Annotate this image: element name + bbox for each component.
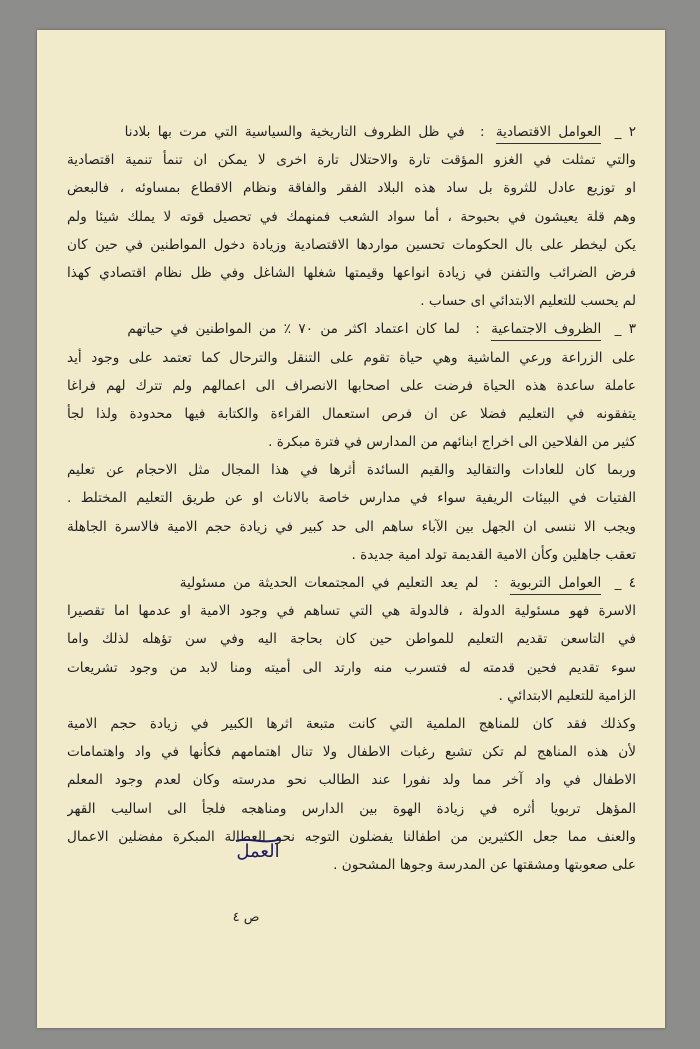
section-title: الظروف الاجتماعية (491, 320, 601, 341)
section-number: ٢ _ (614, 124, 636, 140)
section-title: العوامل التربوية (510, 574, 602, 595)
text-line: لم يحسب للتعليم الابتدائي اى حساب . (420, 293, 636, 310)
text-line: والعنف مما جعل الكثيرين من اطفالنا يفضلون التوجه نحو العطالة المبكرة مفضلين الاعمال (67, 828, 636, 845)
text-line: الفتيات في البيئات الريفية سواء في مدارس خاصة بالاناث او عن طريق التعليم المختلط . (67, 490, 636, 507)
document-body (67, 118, 636, 879)
text-line: وهم قلة يعيشون في بحبوحة ، أما سواد الشعب فمنهمك في تحصيل قوته لا يملك شيئا ولم (67, 208, 636, 225)
section-separator: : (479, 124, 485, 140)
text-line: على الزراعة ورعي الماشية وهي حياة تقوم على التنقل والترحال كما تعتمد على وجود أيد (67, 349, 636, 366)
section-title: العوامل الاقتصادية (496, 123, 601, 144)
text-line: الزامية للتعليم الابتدائي . (498, 687, 636, 704)
text-line: ويجب الا ننسى ان الجهل بين الآباء ساهم الى حد كبير في زيادة حجم الامية فالاسرة الجاهلة (67, 518, 636, 535)
text-line: عاملة ساعدة هذه الحياة فرضت على اصحابها الانصراف الى اعمالهم ولم تترك لهم فراغا (67, 377, 636, 394)
text-line: يتفقونه في التعليم فضلا عن ان فرص استعمال القراءة والكتابة فيها محدودة ولذا لجأ (67, 405, 636, 422)
handwritten-word: العمل (236, 841, 280, 862)
text-line: المؤهل تربويا أثره في زيادة الهوة بين الدارس ومناهجه فلجأ الى اساليب القهر (67, 800, 636, 817)
section-lead: في ظل الظروف التاريخية والسياسية التي مرت بها بلادنا (124, 124, 465, 140)
handwritten-correction (232, 833, 284, 869)
text-line: الاطفال في واد آخر مما ولد نفورا عند الطالب نحو مدرسته وكان لعدم وجود المعلم (67, 772, 636, 789)
section-separator: : (475, 321, 480, 338)
text-line: الاسرة فهو مسئولية الدولة ، فالدولة هي التي تساهم في وجود الامية او عدمها اما تقصيرا (67, 603, 636, 620)
text-line: سوء تقديم فحين قدمته له فتسرب منه وارتد الى أميته ومنا لابد من وجود تشريعات (67, 659, 636, 676)
section-number: ٤ _ (614, 575, 636, 591)
text-line: او توزيع عادل للثروة بل ساد هذه البلاد الفقر والفاقة ونظام الاقطاع بمساوئه ، فالبعض (67, 180, 636, 197)
section-heading (67, 118, 636, 146)
text-line: تعقب جاهلين وكأن الامية القديمة تولد امية جديدة . (351, 546, 636, 563)
text-line: على صعوبتها ومشقتها عن المدرسة وجوها المشحون . (333, 856, 636, 873)
page-number: ص ٤ (232, 910, 260, 925)
text-line: يكن ليخطر على بال الحكومات تحسين مواردها الاقتصادية وزيادة دخول المواطنين في حين كان (67, 236, 636, 253)
section-lead: لم يعد التعليم في المجتمعات الحديثة من مسئولية (179, 575, 479, 591)
text-line: كثير من الفلاحين الى اخراج ابنائهم من المدارس في فترة مبكرة . (268, 434, 636, 451)
section-separator: : (493, 575, 499, 591)
section-number: ٣ _ (614, 321, 636, 338)
section-heading (67, 315, 636, 343)
text-line: لأن هذه المناهج لم تكن تشبع رغبات الاطفال ولا تنال اهتمامهم فكأنها في واد واهتمامات (67, 744, 636, 761)
text-line: وربما كان للعادات والتقاليد والقيم السائدة أثرها في هذا المجال مثل الاحجام عن تعليم (67, 462, 636, 479)
text-line: والتي تمثلت في الغزو المؤقت تارة والاحتلال تارة اخرى لا يمكن ان تنمأ تنمية اقتصادية (67, 152, 636, 169)
text-line: وكذلك فقد كان للمناهج الملمية التي كانت متبعة اثرها الكبير في زيادة حجم الامية (67, 715, 636, 732)
section-lead: لما كان اعتماد اكثر من ٧٠ ٪ من المواطنين في حياتهم (127, 321, 460, 338)
section-heading (67, 569, 636, 597)
text-line: في التاسعن تقديم التعليم للمواطن حين كان بحاجة اليه وفي سن تؤهله لذلك واما (67, 631, 636, 648)
text-line: فرض الضرائب والتفنن في زيادة انواعها وقيمتها شغلها الشاغل وفي ظل نظام اقتصادي كهذا (67, 264, 636, 281)
